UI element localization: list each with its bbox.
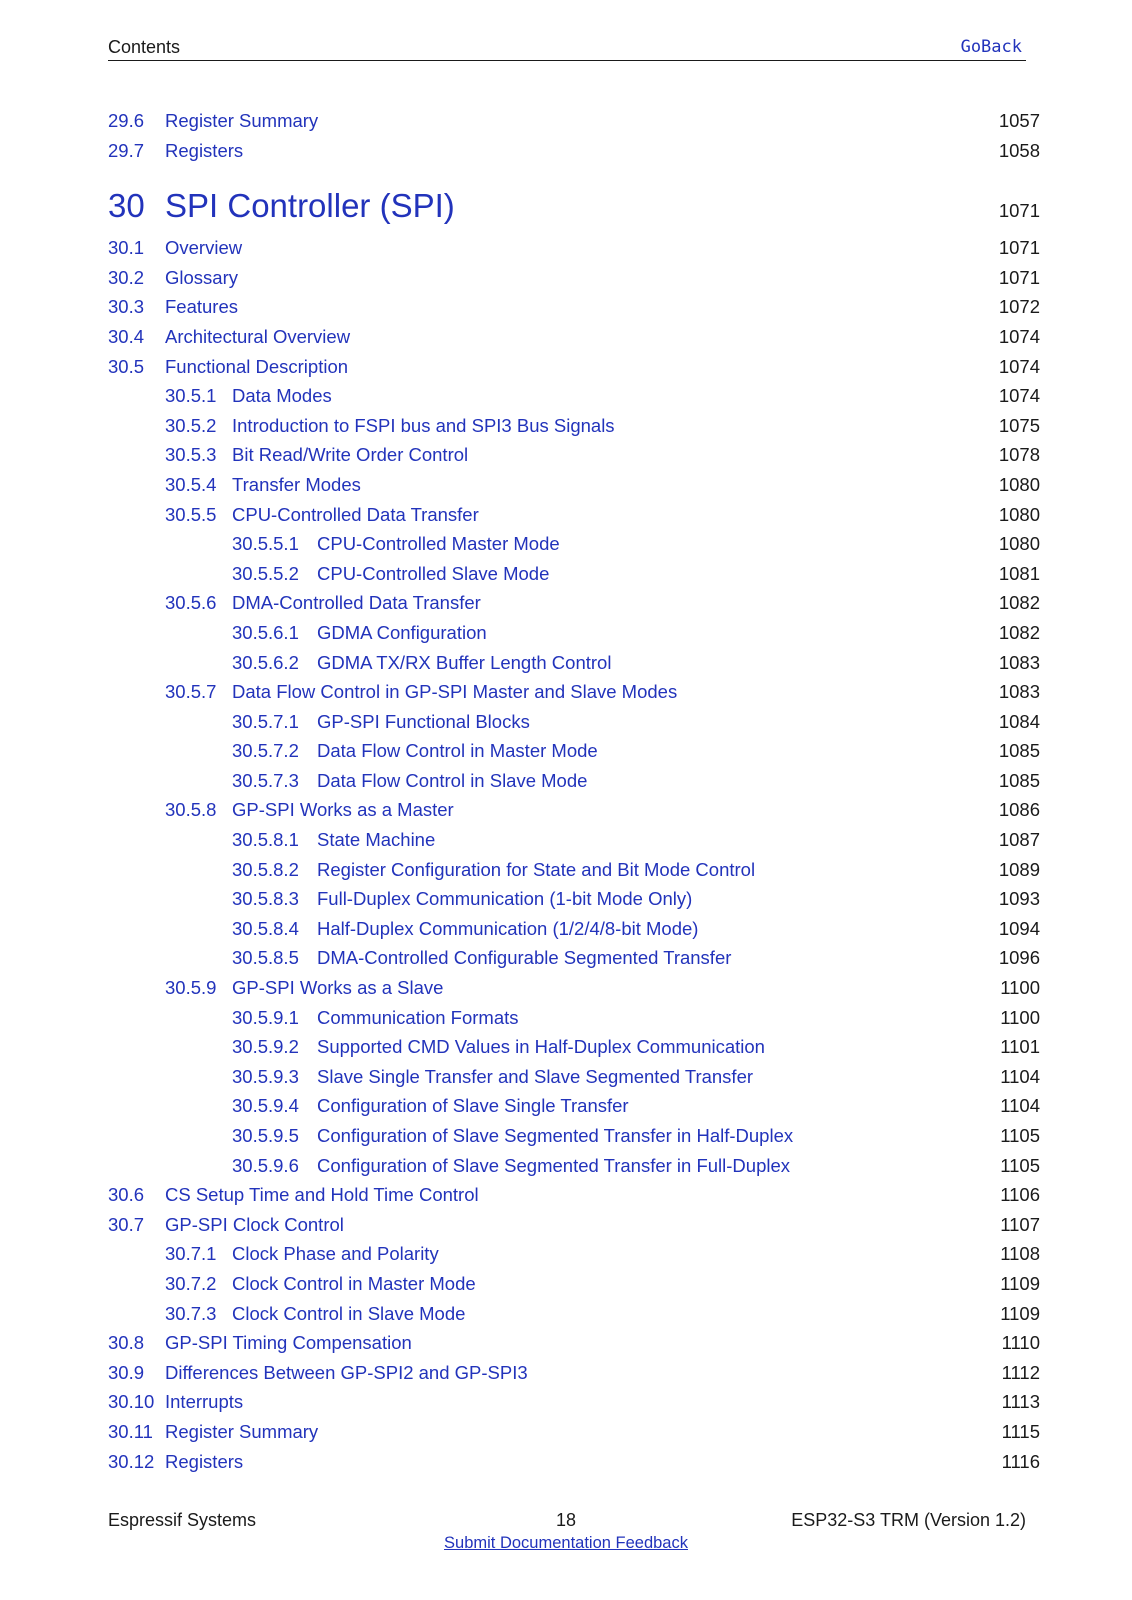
toc-entry-page: 1105 bbox=[1000, 1125, 1040, 1146]
toc-entry-title[interactable]: Slave Single Transfer and Slave Segmented Transfer bbox=[317, 1065, 754, 1087]
toc-entry[interactable] bbox=[108, 1151, 1040, 1181]
toc-entry-number: 30.5.8 bbox=[165, 799, 217, 821]
toc-entry-page: 1080 bbox=[998, 503, 1040, 525]
toc-entry[interactable] bbox=[108, 352, 1040, 382]
toc-entry[interactable] bbox=[108, 500, 1040, 530]
toc-entry-title[interactable]: Register Summary bbox=[165, 1420, 319, 1442]
toc-entry-title[interactable]: GP-SPI Functional Blocks bbox=[317, 710, 530, 732]
toc-entry-title[interactable]: Registers bbox=[165, 139, 244, 161]
toc-entry-29-6[interactable] bbox=[108, 106, 1040, 136]
toc-entry-page: 1108 bbox=[1000, 1243, 1040, 1265]
toc-entry-title[interactable]: GP-SPI Works as a Slave bbox=[232, 977, 444, 999]
toc-entry-page: 1074 bbox=[998, 325, 1040, 347]
chapter-page: 1071 bbox=[998, 200, 1040, 222]
toc-entry-number: 30.5.9.2 bbox=[232, 1036, 299, 1058]
toc-entry-number: 30.9 bbox=[108, 1361, 145, 1383]
submit-feedback-link[interactable]: Submit Documentation Feedback bbox=[444, 1534, 688, 1552]
goback-link[interactable]: GoBack bbox=[960, 37, 1022, 57]
toc-entry-title[interactable]: Clock Control in Master Mode bbox=[232, 1272, 476, 1294]
toc-entry[interactable] bbox=[108, 440, 1040, 470]
toc-entry-number: 30.7.2 bbox=[165, 1272, 217, 1294]
toc-entry-page: 1082 bbox=[998, 621, 1040, 643]
toc-entry-page: 1075 bbox=[998, 414, 1040, 436]
toc-entry-number: 30.5.9.1 bbox=[232, 1006, 299, 1028]
toc-entry[interactable] bbox=[108, 973, 1040, 1003]
toc-entry[interactable] bbox=[108, 1121, 1040, 1151]
toc-entry[interactable] bbox=[108, 1239, 1040, 1269]
toc-entry-page: 1110 bbox=[1001, 1332, 1040, 1354]
toc-entry-title[interactable]: Data Flow Control in Master Mode bbox=[317, 740, 598, 762]
toc-entry-page: 1109 bbox=[1000, 1302, 1040, 1324]
toc-entry-page: 1106 bbox=[1000, 1184, 1040, 1206]
toc-entry-title[interactable]: Architectural Overview bbox=[165, 325, 351, 347]
toc-entry-number: 30.5.9 bbox=[165, 977, 217, 999]
footer-page-number: 18 bbox=[555, 1510, 577, 1530]
toc-entry[interactable] bbox=[108, 884, 1040, 914]
toc-entry-number: 30.5.5.1 bbox=[232, 533, 299, 555]
toc-entry-number: 30.6 bbox=[108, 1184, 145, 1206]
toc-entry-page: 1115 bbox=[1001, 1420, 1040, 1442]
toc-entry-title[interactable]: Register Configuration for State and Bit Mode Control bbox=[317, 858, 756, 880]
toc-entry[interactable] bbox=[108, 411, 1040, 441]
toc-entry-number: 30.12 bbox=[108, 1450, 155, 1472]
toc-entry[interactable] bbox=[108, 1447, 1040, 1477]
toc-entry-page: 1078 bbox=[998, 444, 1040, 466]
toc-entry-number: 30.5.9.5 bbox=[232, 1125, 299, 1146]
toc-entry[interactable] bbox=[108, 233, 1040, 263]
toc-list bbox=[108, 233, 1040, 1476]
toc-entry-number: 30.5.2 bbox=[165, 414, 217, 436]
toc-entry[interactable] bbox=[108, 855, 1040, 885]
toc-entry-title[interactable]: Clock Control in Slave Mode bbox=[232, 1302, 466, 1324]
toc-entry-number: 30.5.1 bbox=[165, 385, 217, 407]
footer-company: Espressif Systems bbox=[108, 1510, 257, 1530]
toc-entry-page: 1094 bbox=[998, 917, 1040, 939]
toc-entry[interactable] bbox=[108, 736, 1040, 766]
toc-entry-title[interactable]: CPU-Controlled Slave Mode bbox=[317, 562, 550, 584]
toc-entry-number: 30.5.8.2 bbox=[232, 858, 299, 880]
toc-entry-number: 30.5.5 bbox=[165, 503, 217, 525]
toc-entry-29-7[interactable] bbox=[108, 136, 1040, 166]
toc-entry-page: 1100 bbox=[1000, 977, 1040, 999]
toc-entry-number: 29.7 bbox=[108, 139, 145, 161]
toc-entry-page: 1105 bbox=[1000, 1154, 1040, 1176]
toc-entry-page: 1074 bbox=[998, 355, 1040, 377]
toc-entry-page: 1083 bbox=[998, 681, 1040, 703]
toc-entry-page: 1116 bbox=[1001, 1450, 1040, 1472]
toc-entry-page: 1109 bbox=[1000, 1272, 1040, 1294]
toc-entry-page: 1112 bbox=[1001, 1361, 1040, 1383]
toc-entry[interactable] bbox=[108, 470, 1040, 500]
toc-entry-number: 29.6 bbox=[108, 110, 145, 131]
toc-entry[interactable] bbox=[108, 1210, 1040, 1240]
toc-entry-title[interactable]: Clock Phase and Polarity bbox=[232, 1243, 439, 1265]
toc-entry-page: 1100 bbox=[1000, 1006, 1040, 1028]
toc-entry[interactable] bbox=[108, 943, 1040, 973]
toc-entry-page: 1085 bbox=[998, 740, 1040, 762]
toc-entry-page: 1087 bbox=[998, 829, 1040, 851]
toc-entry-number: 30.7.1 bbox=[165, 1243, 217, 1265]
toc-entry-title[interactable]: Functional Description bbox=[165, 355, 349, 377]
toc-entry-title[interactable]: Registers bbox=[165, 1450, 244, 1472]
toc-entry-number: 30.5.6.2 bbox=[232, 651, 299, 673]
toc-entry-number: 30.5.8.3 bbox=[232, 888, 299, 910]
spacer bbox=[108, 165, 1040, 179]
toc-entry-page: 1057 bbox=[998, 110, 1040, 131]
toc-entry-title[interactable]: GP-SPI Timing Compensation bbox=[165, 1332, 412, 1354]
toc-entry[interactable] bbox=[108, 559, 1040, 589]
toc-entry[interactable] bbox=[108, 825, 1040, 855]
toc-entry-number: 30.1 bbox=[108, 237, 145, 259]
toc-entry-title[interactable]: Configuration of Slave Single Transfer bbox=[317, 1095, 629, 1117]
toc-entry-title[interactable]: CPU-Controlled Master Mode bbox=[317, 533, 560, 555]
toc-entry-page: 1081 bbox=[998, 562, 1040, 584]
toc-entry-title[interactable]: Half-Duplex Communication (1/2/4/8-bit Mode) bbox=[317, 917, 699, 939]
toc-entry-page: 1085 bbox=[998, 769, 1040, 791]
toc-entry-title[interactable]: GP-SPI Works as a Master bbox=[232, 799, 454, 821]
toc-entry[interactable] bbox=[108, 1091, 1040, 1121]
toc-entry[interactable] bbox=[108, 618, 1040, 648]
toc-entry-number: 30.5.8.5 bbox=[232, 947, 299, 969]
toc-entry-title[interactable]: Introduction to FSPI bus and SPI3 Bus Signals bbox=[232, 414, 615, 436]
toc-entry[interactable] bbox=[108, 648, 1040, 678]
toc-entry[interactable] bbox=[108, 707, 1040, 737]
toc-entry-number: 30.5.6.1 bbox=[232, 621, 299, 643]
toc-entry-number: 30.7.3 bbox=[165, 1302, 217, 1324]
toc-entry-number: 30.5.9.4 bbox=[232, 1095, 299, 1117]
toc-entry-title[interactable]: Interrupts bbox=[165, 1391, 244, 1413]
toc-entry-page: 1080 bbox=[998, 473, 1040, 495]
toc-entry-number: 30.4 bbox=[108, 325, 145, 347]
toc-entry[interactable] bbox=[108, 381, 1040, 411]
toc-entry[interactable] bbox=[108, 1062, 1040, 1092]
toc-entry-number: 30.3 bbox=[108, 296, 145, 318]
toc-entry-number: 30.8 bbox=[108, 1332, 145, 1354]
table-of-contents bbox=[108, 106, 1040, 1476]
toc-entry[interactable] bbox=[108, 1328, 1040, 1358]
toc-entry-number: 30.11 bbox=[108, 1420, 153, 1442]
toc-entry-number: 30.5.7.2 bbox=[232, 740, 299, 762]
toc-entry-title[interactable]: State Machine bbox=[317, 829, 436, 851]
toc-entry[interactable] bbox=[108, 1387, 1040, 1417]
toc-entry-page: 1104 bbox=[1000, 1095, 1040, 1117]
toc-entry[interactable] bbox=[108, 766, 1040, 796]
toc-entry-title[interactable]: Bit Read/Write Order Control bbox=[232, 444, 469, 466]
toc-entry[interactable] bbox=[108, 1032, 1040, 1062]
toc-entry[interactable] bbox=[108, 1180, 1040, 1210]
toc-entry-number: 30.5.9.3 bbox=[232, 1065, 299, 1087]
toc-entry-title[interactable]: DMA-Controlled Configurable Segmented Transfer bbox=[317, 947, 732, 969]
toc-entry-title[interactable]: Configuration of Slave Segmented Transfer in Full-Duplex bbox=[317, 1154, 791, 1176]
toc-entry[interactable] bbox=[108, 292, 1040, 322]
toc-entry-page: 1084 bbox=[998, 710, 1040, 732]
toc-entry-page: 1082 bbox=[998, 592, 1040, 614]
toc-entry[interactable] bbox=[108, 1003, 1040, 1033]
toc-entry-title[interactable]: GDMA TX/RX Buffer Length Control bbox=[317, 651, 612, 673]
toc-entry-page: 1113 bbox=[1001, 1391, 1040, 1413]
chapter-number: 30 bbox=[108, 187, 145, 225]
toc-entry-number: 30.5.8.1 bbox=[232, 829, 299, 851]
toc-entry-title[interactable]: Configuration of Slave Segmented Transfer in Half-Duplex bbox=[317, 1125, 794, 1146]
page-header bbox=[108, 34, 1026, 61]
toc-entry[interactable] bbox=[108, 529, 1040, 559]
toc-entry[interactable] bbox=[108, 588, 1040, 618]
toc-entry-page: 1083 bbox=[998, 651, 1040, 673]
toc-entry-number: 30.5.5.2 bbox=[232, 562, 299, 584]
toc-entry-page: 1104 bbox=[1000, 1065, 1040, 1087]
toc-entry-number: 30.2 bbox=[108, 266, 145, 288]
toc-entry-title[interactable]: Transfer Modes bbox=[232, 473, 361, 495]
toc-entry-number: 30.5.3 bbox=[165, 444, 217, 466]
toc-entry-number: 30.5.8.4 bbox=[232, 917, 299, 939]
toc-entry[interactable] bbox=[108, 1269, 1040, 1299]
toc-entry-page: 1080 bbox=[998, 533, 1040, 555]
toc-entry-title[interactable]: GP-SPI Clock Control bbox=[165, 1213, 344, 1235]
toc-entry-page: 1101 bbox=[1000, 1036, 1040, 1058]
toc-entry-number: 30.5.4 bbox=[165, 473, 217, 495]
toc-entry-number: 30.5 bbox=[108, 355, 145, 377]
toc-entry-number: 30.10 bbox=[108, 1391, 155, 1413]
toc-entry-title[interactable]: Communication Formats bbox=[317, 1006, 519, 1028]
toc-entry-title[interactable]: Data Flow Control in GP-SPI Master and Slave Modes bbox=[232, 681, 678, 703]
toc-entry-title[interactable]: Overview bbox=[165, 237, 243, 259]
toc-entry-page: 1071 bbox=[998, 237, 1040, 259]
chapter-title[interactable]: SPI Controller (SPI) bbox=[165, 187, 455, 225]
toc-entry-title[interactable]: Data Modes bbox=[232, 385, 332, 407]
toc-entry[interactable] bbox=[108, 322, 1040, 352]
toc-entry[interactable] bbox=[108, 795, 1040, 825]
toc-entry[interactable] bbox=[108, 263, 1040, 293]
toc-entry-page: 1086 bbox=[998, 799, 1040, 821]
toc-entry-title[interactable]: Register Summary bbox=[165, 110, 319, 131]
toc-entry-title[interactable]: Differences Between GP-SPI2 and GP-SPI3 bbox=[165, 1361, 528, 1383]
toc-entry-page: 1072 bbox=[998, 296, 1040, 318]
toc-entry-title[interactable]: Full-Duplex Communication (1-bit Mode Only) bbox=[317, 888, 693, 910]
toc-entry-title[interactable]: Supported CMD Values in Half-Duplex Communication bbox=[317, 1036, 765, 1058]
toc-entry-title[interactable]: Data Flow Control in Slave Mode bbox=[317, 769, 588, 791]
toc-entry-title[interactable]: Features bbox=[165, 296, 239, 318]
chapter-heading[interactable] bbox=[108, 179, 1040, 233]
toc-entry-title[interactable]: GDMA Configuration bbox=[317, 621, 487, 643]
toc-entry[interactable] bbox=[108, 1358, 1040, 1388]
toc-entry-number: 30.5.7 bbox=[165, 681, 217, 703]
toc-entry[interactable] bbox=[108, 1417, 1040, 1447]
toc-entry-number: 30.5.7.3 bbox=[232, 769, 299, 791]
toc-entry-number: 30.7 bbox=[108, 1213, 145, 1235]
toc-entry-page: 1074 bbox=[998, 385, 1040, 407]
toc-entry-title[interactable]: CPU-Controlled Data Transfer bbox=[232, 503, 479, 525]
toc-entry-page: 1093 bbox=[998, 888, 1040, 910]
toc-entry-title[interactable]: CS Setup Time and Hold Time Control bbox=[165, 1184, 479, 1206]
toc-entry-page: 1096 bbox=[998, 947, 1040, 969]
toc-entry[interactable] bbox=[108, 1299, 1040, 1329]
toc-entry-page: 1089 bbox=[998, 858, 1040, 880]
toc-entry[interactable] bbox=[108, 914, 1040, 944]
toc-entry-title[interactable]: Glossary bbox=[165, 266, 238, 288]
header-title: Contents bbox=[108, 37, 181, 57]
toc-entry-number: 30.5.7.1 bbox=[232, 710, 299, 732]
toc-entry-number: 30.5.9.6 bbox=[232, 1154, 299, 1176]
toc-entry-page: 1107 bbox=[1000, 1213, 1040, 1235]
toc-entry-page: 1058 bbox=[998, 139, 1040, 161]
toc-entry-page: 1071 bbox=[998, 266, 1040, 288]
toc-entry-number: 30.5.6 bbox=[165, 592, 217, 614]
toc-entry[interactable] bbox=[108, 677, 1040, 707]
footer-doc-version: ESP32-S3 TRM (Version 1.2) bbox=[791, 1510, 1026, 1530]
toc-entry-title[interactable]: DMA-Controlled Data Transfer bbox=[232, 592, 481, 614]
